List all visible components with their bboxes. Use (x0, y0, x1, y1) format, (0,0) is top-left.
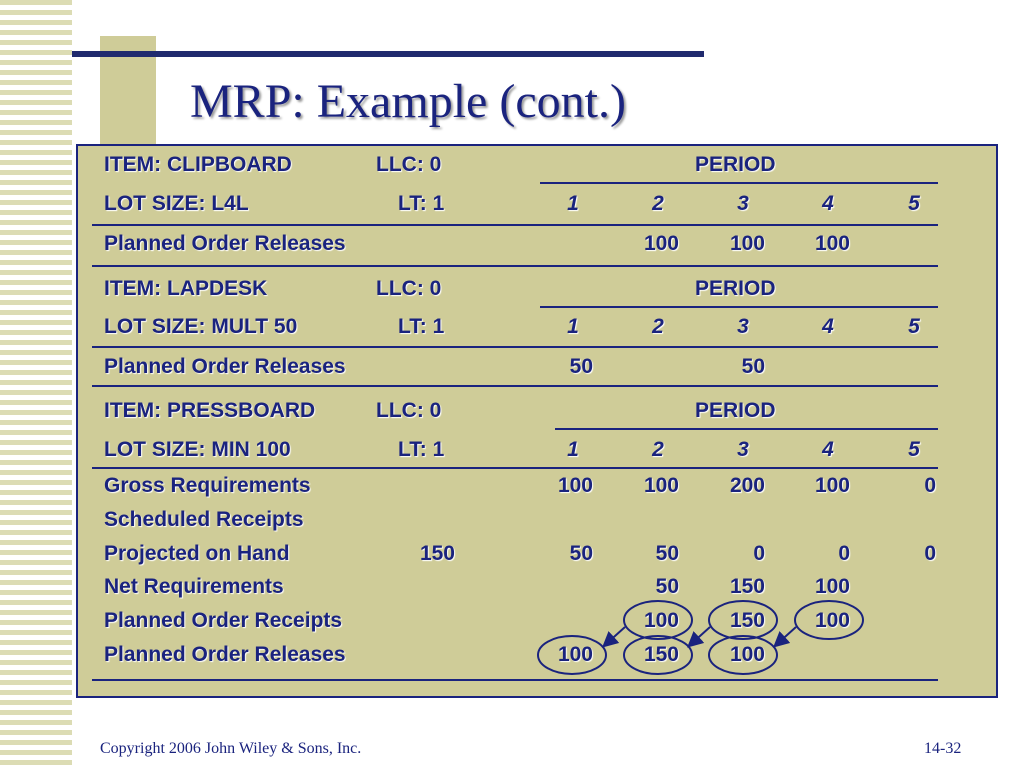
lapdesk-item: ITEM: LAPDESK (104, 277, 268, 300)
gross-requirements-value: 0 (924, 474, 936, 497)
circle-release-2 (624, 636, 692, 674)
lapdesk-lt: LT: 1 (398, 315, 445, 338)
net-requirements-value: 150 (729, 575, 765, 598)
clipboard-period-5: 5 (908, 192, 920, 215)
planned-order-receipts-value: 100 (814, 609, 850, 632)
offset-arrow-1 (605, 627, 625, 645)
lapdesk-period-label: PERIOD (695, 277, 776, 300)
lapdesk-period-2: 2 (652, 315, 664, 338)
lapdesk-period-4: 4 (822, 315, 834, 338)
gross-requirements-label: Gross Requirements (104, 474, 311, 497)
pressboard-item: ITEM: PRESSBOARD (104, 399, 316, 422)
clipboard-period-4: 4 (822, 192, 834, 215)
net-requirements-value: 100 (814, 575, 850, 598)
planned-order-releases-value: 100 (729, 643, 765, 666)
planned-order-releases-label: Planned Order Releases (104, 643, 346, 666)
planned-order-receipts-value: 100 (643, 609, 679, 632)
clipboard-period-3: 3 (737, 192, 749, 215)
lapdesk-value: 50 (741, 355, 765, 378)
projected-on-hand-label: Projected on Hand (104, 542, 290, 565)
clipboard-lot-size: LOT SIZE: L4L (104, 192, 249, 215)
lapdesk-period-3: 3 (737, 315, 749, 338)
lapdesk-value: 50 (569, 355, 593, 378)
clipboard-llc: LLC: 0 (376, 153, 442, 176)
planned-order-releases-value: 100 (557, 643, 593, 666)
projected-on-hand-value: 50 (655, 542, 679, 565)
offset-arrow-2 (690, 627, 710, 645)
pressboard-period-3: 3 (737, 438, 749, 461)
circle-receipt-4 (795, 601, 863, 639)
copyright-footer: Copyright 2006 John Wiley & Sons, Inc. (100, 740, 362, 757)
pressboard-lot-size: LOT SIZE: MIN 100 (104, 438, 291, 461)
gross-requirements-value: 100 (557, 474, 593, 497)
pressboard-lt: LT: 1 (398, 438, 445, 461)
clipboard-item: ITEM: CLIPBOARD (104, 153, 292, 176)
planned-order-releases-value: 150 (643, 643, 679, 666)
circle-receipt-3 (709, 601, 777, 639)
projected-on-hand-value: 0 (838, 542, 850, 565)
clipboard-value: 100 (643, 232, 679, 255)
gross-requirements-value: 200 (729, 474, 765, 497)
clipboard-period-2: 2 (652, 192, 664, 215)
pressboard-llc: LLC: 0 (376, 399, 442, 422)
lapdesk-llc: LLC: 0 (376, 277, 442, 300)
lapdesk-lot-size: LOT SIZE: MULT 50 (104, 315, 298, 338)
net-requirements-label: Net Requirements (104, 575, 284, 598)
projected-on-hand-value: 0 (753, 542, 765, 565)
pressboard-period-2: 2 (652, 438, 664, 461)
circle-release-1 (538, 636, 606, 674)
clipboard-lt: LT: 1 (398, 192, 445, 215)
net-requirements-value: 50 (655, 575, 679, 598)
lapdesk-period-5: 5 (908, 315, 920, 338)
clipboard-value: 100 (814, 232, 850, 255)
offset-arrow-3 (776, 627, 796, 645)
circle-receipt-2 (624, 601, 692, 639)
gross-requirements-value: 100 (814, 474, 850, 497)
gross-requirements-value: 100 (643, 474, 679, 497)
clipboard-period-1: 1 (567, 192, 579, 215)
scheduled-receipts-label: Scheduled Receipts (104, 508, 304, 531)
projected-on-hand-value: 50 (569, 542, 593, 565)
clipboard-value: 100 (729, 232, 765, 255)
pressboard-period-1: 1 (567, 438, 579, 461)
circle-release-3 (709, 636, 777, 674)
planned-order-receipts-value: 150 (729, 609, 765, 632)
lapdesk-row-label: Planned Order Releases (104, 355, 346, 378)
pressboard-period-5: 5 (908, 438, 920, 461)
clipboard-row-label: Planned Order Releases (104, 232, 346, 255)
projected-on-hand-value: 0 (924, 542, 936, 565)
lapdesk-period-1: 1 (567, 315, 579, 338)
pressboard-period-label: PERIOD (695, 399, 776, 422)
projected-on-hand-initial: 150 (419, 542, 455, 565)
slide-title: MRP: Example (cont.) (190, 75, 626, 128)
pressboard-period-4: 4 (822, 438, 834, 461)
slide-number: 14-32 (924, 740, 962, 757)
clipboard-period-label: PERIOD (695, 153, 776, 176)
planned-order-receipts-label: Planned Order Receipts (104, 609, 343, 632)
